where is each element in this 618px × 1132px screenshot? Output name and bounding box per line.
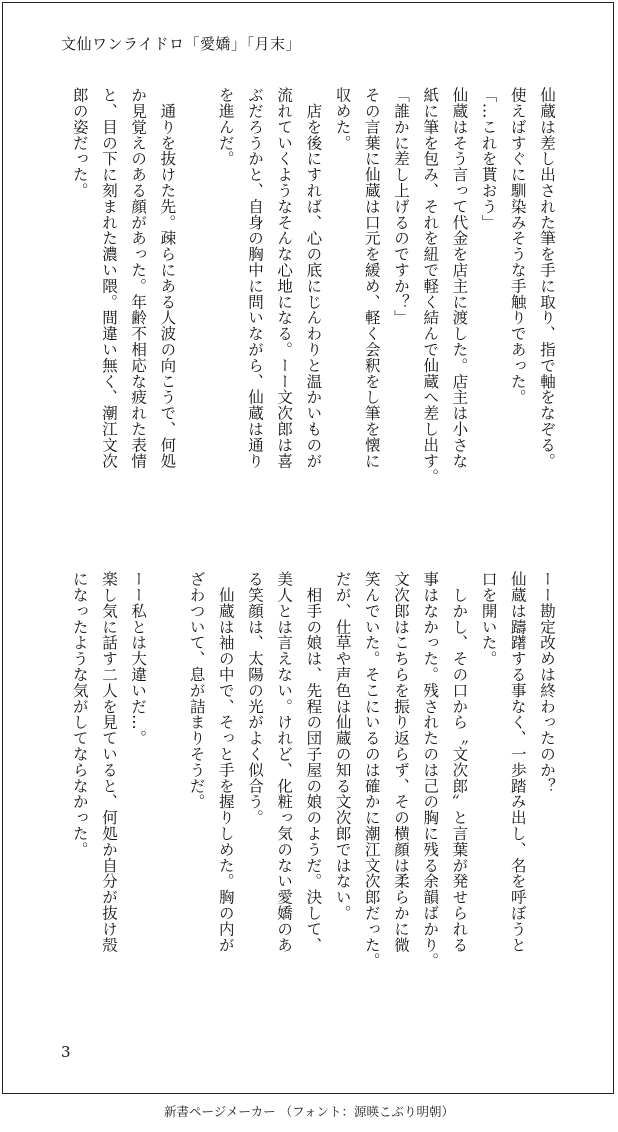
text-line: か見覚えのある顔があった。年齢不相応な疲れた表情 <box>129 87 148 469</box>
text-line: 仙蔵はそう言って代金を店主に渡した。店主は小さな <box>450 87 469 469</box>
text-line: 仙蔵は躊躇する事なく、一歩踏み出し、名を呼ぼうと <box>508 571 527 953</box>
text-line: 笑んでいた。そこにいるのは確かに潮江文次郎だった。 <box>362 571 381 969</box>
text-line: と、目の下に刻まれた濃い隈。間違い無く、潮江文次 <box>99 87 118 469</box>
text-line: 郎の姿だった。 <box>70 87 89 199</box>
text-block-bottom <box>53 571 561 991</box>
text-line: ざわついて、息が詰まりそうだ。 <box>187 571 206 810</box>
text-line: ーー勘定改めは終わったのか？ <box>538 571 556 794</box>
text-line: その言葉に仙蔵は口元を緩め、軽く会釈をし筆を懐に <box>362 87 381 469</box>
text-line: 店を後にすれば、心の底にじんわりと温かいものが <box>304 87 323 469</box>
text-line: 通りを抜けた先。疎らにある人波の向こうで、何処 <box>158 87 177 469</box>
text-line: を進んだ。 <box>216 87 235 167</box>
text-line <box>181 87 210 507</box>
text-line: ぶだろうかと、自身の胸中に問いながら、仙蔵は通り <box>245 87 264 469</box>
page-header-title: 文仙ワンライドロ「愛嬌」「月末」 <box>61 35 302 53</box>
text-line: 口を開いた。 <box>479 571 498 667</box>
text-line: ーー私とは大違いだ…。 <box>129 571 148 746</box>
text-line: 仙蔵は差し出された筆を手に取り、指で軸をなぞる。 <box>538 87 556 469</box>
book-page <box>2 2 614 1094</box>
vertical-text-top <box>65 87 561 507</box>
text-line: る笑顔は、太陽の光がよく似合う。 <box>245 571 264 826</box>
text-line: 紙に筆を包み、それを紐で軽く結んで仙蔵へ差し出す。 <box>421 87 440 485</box>
text-line: 楽し気に話す二人を見ていると、何処か自分が抜け殻 <box>99 571 118 953</box>
text-line: 「誰かに差し上げるのですか？」 <box>391 87 410 326</box>
text-line: 「…これを貰おう」 <box>479 87 498 231</box>
text-line: になったような気がしてならなかった。 <box>70 571 89 858</box>
text-line: 流れていくようなそんな心地になる。ーー文次郎は喜 <box>275 87 294 469</box>
text-line: 相手の娘は、先程の団子屋の娘のようだ。決して、 <box>304 571 323 953</box>
text-line: 収めた。 <box>333 87 352 151</box>
text-line: 美人とは言えない。けれど、化粧っ気のない愛嬌のあ <box>275 571 294 953</box>
text-line: 使えばすぐに馴染みそうな手触りであった。 <box>508 87 527 405</box>
text-block-top <box>53 87 561 507</box>
text-line: だが、仕草や声色は仙蔵の知る文次郎ではない。 <box>333 571 352 921</box>
text-line: 仙蔵は袖の中で、そっと手を握りしめた。胸の内が <box>216 571 235 953</box>
text-line: しかし、その口から〝文次郎〟と言葉が発せられる <box>450 571 469 953</box>
text-line: 事はなかった。残されたのは己の胸に残る余韻ばかり。 <box>421 571 440 969</box>
footer-credit: 新書ページメーカー （フォント：源暎こぶり明朝） <box>164 1104 454 1119</box>
text-line: 文次郎はこちらを振り返らず、その横顔は柔らかに微 <box>391 571 410 953</box>
page-number: 3 <box>61 1043 71 1061</box>
vertical-text-bottom <box>65 571 561 991</box>
text-line <box>152 571 181 991</box>
